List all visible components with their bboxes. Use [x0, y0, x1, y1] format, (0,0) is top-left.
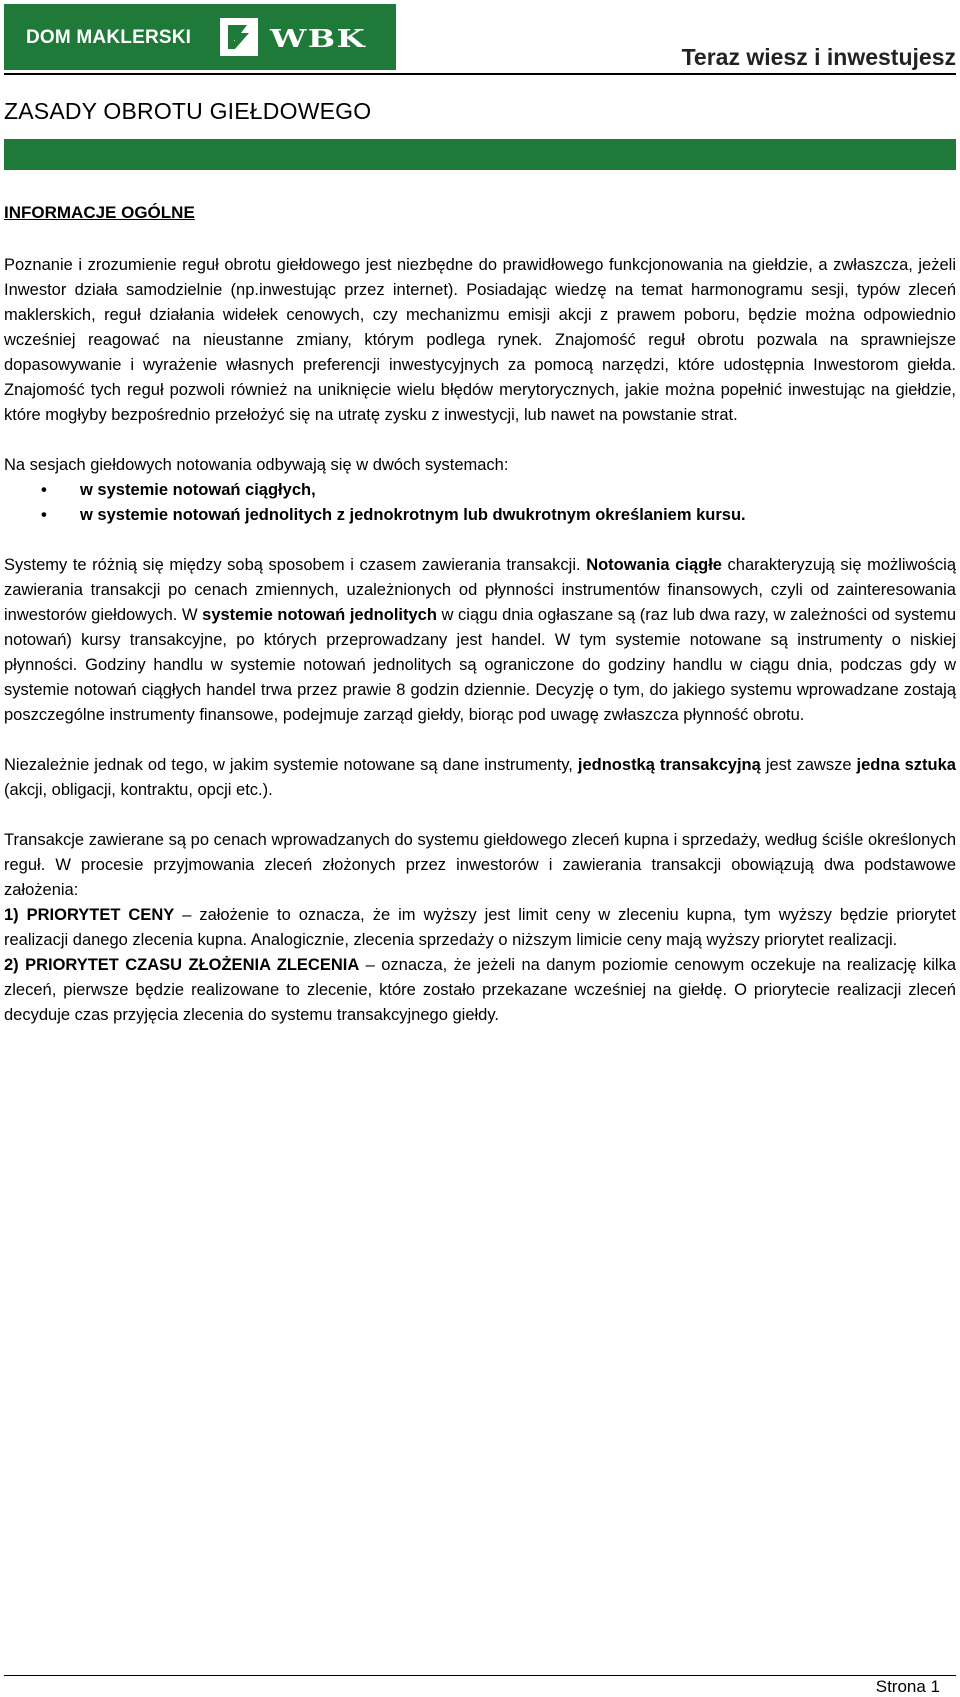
transactions-paragraph: Transakcje zawierane są po cenach wprowadzanych do systemu giełdowego zleceń kupna i sprzedaży, według ściśle określonych reguł. W procesie przyjmowania zleceń złożonych przez inwestorów i zawierania transakcji obowiązują dwa podstawowe założenia:: [4, 831, 956, 899]
document-body: [4, 200, 956, 1028]
bullet-icon: •: [41, 506, 47, 524]
intro-paragraph: Poznanie i zrozumienie reguł obrotu giełdowego jest niezbędne do prawidłowego funkcjonowania na giełdzie, a zwłaszcza, jeżeli Inwestor działa samodzielnie (np.inwestując przez internet). Posiadając wiedzę na temat harmonogramu sesji, typów zleceń maklerskich, reguł działania widełek cenowych, czy mechanizmu emisji akcji z prawem poboru, będzie można odpowiednio wcześniej reagować na nieustanne zmiany, którym podlega rynek. Znajomość reguł obrotu pozwala na sprawniejsze dopasowywanie i wyrażenie własnych preferencji inwestycyjnych za pomocą narzędzi, które udostępnia Inwestorom giełda. Znajomość tych reguł pozwoli również na uniknięcie wielu błędów merytorycznych, jakie można popełnić inwestując na giełdzie, które mogłyby bezpośrednio przełożyć się na utratę zysku z inwestycji, lub nawet na powstanie strat.: [4, 256, 956, 424]
price-priority-rule: 1) PRIORYTET CENY – założenie to oznacza, że im wyższy jest limit ceny w zleceniu kupna, tym wyższy będzie priorytet realizacji danego zlecenia kupna. Analogicznie, zlecenia sprzedaży o niższym limicie ceny mają wyższy priorytet realizacji.: [4, 906, 957, 949]
time-priority-rule: 2) PRIORYTET CZASU ZŁOŻENIA ZLECENIA – oznacza, że jeżeli na danym poziomie cenowym oczekuje na realizację kilka zleceń, pierwsze będzie realizowane to zlecenie, które zostało przekazane wcześniej na giełdę. O priorytecie realizacji zleceń decyduje czas przyjęcia zlecenia do systemu transakcyjnego giełdy.: [4, 956, 956, 1024]
list-item: • w systemie notowań jednolitych z jednokrotnym lub dwukrotnym określaniem kursu.: [4, 503, 956, 528]
title-band: [4, 139, 956, 170]
tagline: Teraz wiesz i inwestujesz: [681, 44, 956, 70]
systems-intro: Na sesjach giełdowych notowania odbywają się w dwóch systemach:: [4, 456, 509, 474]
page-number: Strona 1: [875, 1677, 940, 1696]
header-divider: [4, 73, 956, 75]
list-item: • w systemie notowań ciągłych,: [4, 478, 956, 503]
page-title: ZASADY OBROTU GIEŁDOWEGO: [4, 98, 372, 124]
unit-paragraph: Niezależnie jednak od tego, w jakim systemie notowane są dane instrumenty, jednostką transakcyjną jest zawsze jedna sztuka (akcji, obligacji, kontraktu, opcji etc.).: [4, 756, 956, 799]
wbk-logo-icon: [220, 18, 258, 56]
systems-list: [4, 478, 956, 528]
section-heading: INFORMACJE OGÓLNE: [4, 203, 195, 222]
brand-logo: [4, 4, 396, 70]
footer-divider: [4, 1675, 956, 1676]
logo-text-wbk: WBK: [270, 24, 366, 53]
page-header: [0, 0, 960, 78]
logo-text-dom-maklerski: DOM MAKLERSKI: [26, 27, 192, 48]
bullet-icon: •: [41, 481, 47, 499]
systems-paragraph: Systemy te różnią się między sobą sposobem i czasem zawierania transakcji. Notowania ciągłe charakteryzują się możliwością zawierania transakcji po cenach zmiennych, uzależnionych od płynności instrumentów finansowych, czyli od zainteresowania inwestorów giełdowych. W systemie notowań jednolitych w ciągu dnia ogłaszane są (raz lub dwa razy, w zależności od systemu notowań) kursy transakcyjne, po których przeprowadzany jest handel. W tym systemie notowane są instrumenty o niskiej płynności. Godziny handlu w systemie notowań jednolitych są ograniczone do godziny handlu w ciągu dnia, podczas gdy w systemie notowań ciągłych handel trwa przez prawie 8 godzin dziennie. Decyzję o tym, do jakiego systemu wprowadzane zostają poszczególne instrumenty finansowe, podejmuje zarząd giełdy, biorąc pod uwagę zwłaszcza płynność obrotu.: [4, 556, 957, 724]
